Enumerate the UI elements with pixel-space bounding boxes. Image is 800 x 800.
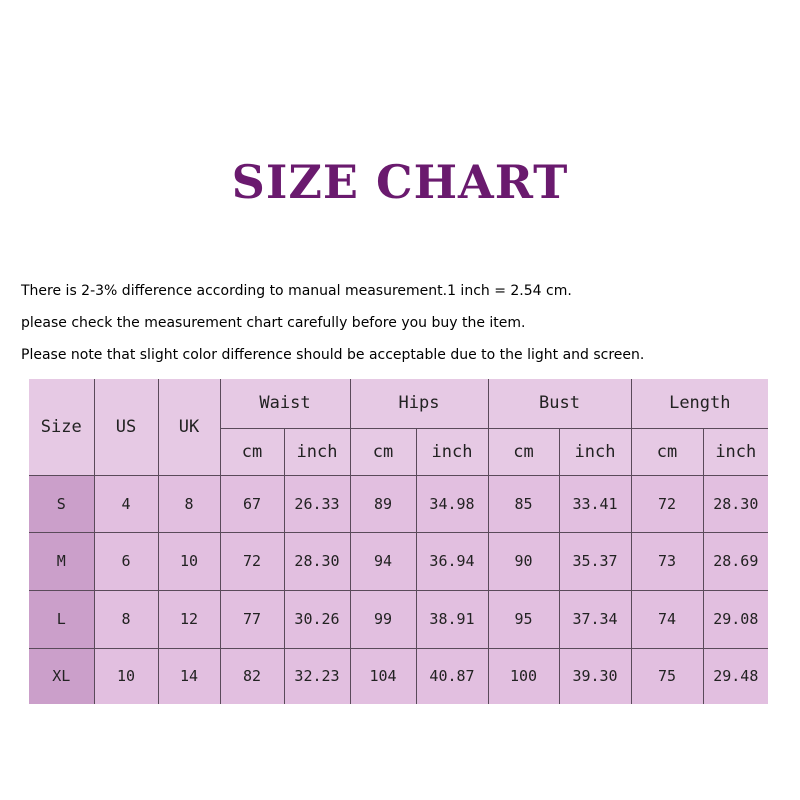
us-cell: 10	[94, 648, 158, 704]
size-cell: M	[29, 532, 94, 590]
hips-cm-cell: 99	[350, 590, 416, 648]
hips-cm-cell: 89	[350, 475, 416, 532]
length-inch-cell: 29.48	[703, 648, 768, 704]
length-cm-cell: 72	[631, 475, 703, 532]
bust-cm-cell: 100	[488, 648, 559, 704]
table-row	[29, 532, 768, 590]
waist-cm-cell: 67	[220, 475, 284, 532]
unit-inch: inch	[416, 428, 488, 475]
bust-inch-cell: 39.30	[559, 648, 631, 704]
length-cm-cell: 75	[631, 648, 703, 704]
unit-inch: inch	[559, 428, 631, 475]
header-size: Size	[29, 379, 94, 475]
table-row	[29, 648, 768, 704]
uk-cell: 14	[158, 648, 220, 704]
length-cm-cell: 73	[631, 532, 703, 590]
length-cm-cell: 74	[631, 590, 703, 648]
waist-inch-cell: 30.26	[284, 590, 350, 648]
header-us: US	[94, 379, 158, 475]
header-length: Length	[631, 379, 768, 428]
waist-cm-cell: 72	[220, 532, 284, 590]
header-bust: Bust	[488, 379, 631, 428]
us-cell: 4	[94, 475, 158, 532]
hips-inch-cell: 40.87	[416, 648, 488, 704]
length-inch-cell: 28.30	[703, 475, 768, 532]
size-cell: L	[29, 590, 94, 648]
hips-inch-cell: 36.94	[416, 532, 488, 590]
unit-cm: cm	[631, 428, 703, 475]
waist-inch-cell: 32.23	[284, 648, 350, 704]
note-check-chart: please check the measurement chart carefully before you buy the item.	[21, 315, 526, 331]
unit-inch: inch	[284, 428, 350, 475]
bust-inch-cell: 37.34	[559, 590, 631, 648]
hips-inch-cell: 34.98	[416, 475, 488, 532]
unit-inch: inch	[703, 428, 768, 475]
waist-cm-cell: 77	[220, 590, 284, 648]
us-cell: 6	[94, 532, 158, 590]
unit-cm: cm	[350, 428, 416, 475]
length-inch-cell: 28.69	[703, 532, 768, 590]
table-row	[29, 475, 768, 532]
waist-inch-cell: 28.30	[284, 532, 350, 590]
unit-cm: cm	[220, 428, 284, 475]
size-cell: XL	[29, 648, 94, 704]
header-waist: Waist	[220, 379, 350, 428]
uk-cell: 8	[158, 475, 220, 532]
bust-cm-cell: 85	[488, 475, 559, 532]
us-cell: 8	[94, 590, 158, 648]
note-color-difference: Please note that slight color difference should be acceptable due to the light and screen.	[21, 347, 645, 363]
table-row	[29, 590, 768, 648]
header-row-groups	[29, 379, 768, 428]
notes	[21, 281, 644, 377]
uk-cell: 10	[158, 532, 220, 590]
hips-cm-cell: 94	[350, 532, 416, 590]
waist-inch-cell: 26.33	[284, 475, 350, 532]
note-measurement: There is 2-3% difference according to manual measurement.1 inch = 2.54 cm.	[21, 283, 572, 299]
unit-cm: cm	[488, 428, 559, 475]
page-title: SIZE CHART	[231, 155, 569, 209]
bust-cm-cell: 95	[488, 590, 559, 648]
bust-inch-cell: 35.37	[559, 532, 631, 590]
bust-cm-cell: 90	[488, 532, 559, 590]
hips-cm-cell: 104	[350, 648, 416, 704]
header-hips: Hips	[350, 379, 488, 428]
uk-cell: 12	[158, 590, 220, 648]
header-uk: UK	[158, 379, 220, 475]
length-inch-cell: 29.08	[703, 590, 768, 648]
size-cell: S	[29, 475, 94, 532]
size-table	[29, 379, 768, 704]
hips-inch-cell: 38.91	[416, 590, 488, 648]
waist-cm-cell: 82	[220, 648, 284, 704]
bust-inch-cell: 33.41	[559, 475, 631, 532]
